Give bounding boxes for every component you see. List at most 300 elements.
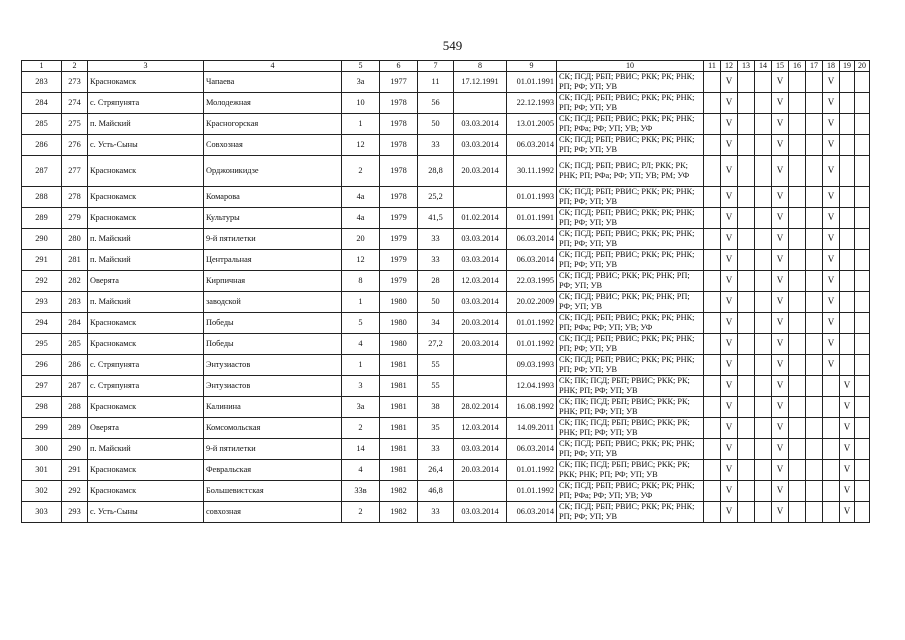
table-row <box>22 459 870 480</box>
mark-cell-col-20 <box>855 354 870 375</box>
settlement-cell: Краснокамск <box>88 207 204 228</box>
row-number-cell: 286 <box>22 134 62 155</box>
mark-cell-col-13 <box>738 291 755 312</box>
mark-cell-col-18: V <box>823 312 840 333</box>
sub-number-cell: 277 <box>62 155 88 186</box>
sub-number-cell: 284 <box>62 312 88 333</box>
mark-cell-col-18: V <box>823 249 840 270</box>
date1-cell: 20.03.2014 <box>454 155 507 186</box>
street-cell: 9-й пятилетки <box>204 438 342 459</box>
mark-cell-col-18: V <box>823 207 840 228</box>
row-number-cell: 290 <box>22 228 62 249</box>
date1-cell: 17.12.1991 <box>454 71 507 92</box>
house-cell: 10 <box>342 92 380 113</box>
row-number-cell: 287 <box>22 155 62 186</box>
table-row <box>22 113 870 134</box>
mark-cell-col-13 <box>738 354 755 375</box>
settlement-cell: п. Майский <box>88 113 204 134</box>
mark-cell-col-16 <box>789 71 806 92</box>
mark-cell-col-13 <box>738 92 755 113</box>
mark-cell-col-16 <box>789 438 806 459</box>
mark-cell-col-12: V <box>721 186 738 207</box>
settlement-cell: Краснокамск <box>88 186 204 207</box>
mark-cell-col-13 <box>738 459 755 480</box>
mark-cell-col-16 <box>789 417 806 438</box>
mark-cell-col-13 <box>738 480 755 501</box>
mark-cell-col-11 <box>704 291 721 312</box>
house-cell: 1 <box>342 113 380 134</box>
mark-cell-col-12: V <box>721 92 738 113</box>
mark-cell-col-17 <box>806 113 823 134</box>
codes-cell: СК; ПСД; РБП; РВИС; РКК; РК; РНК; РП; РФ; УП; УВ <box>557 501 704 522</box>
mark-cell-col-11 <box>704 207 721 228</box>
date2-cell: 06.03.2014 <box>507 249 557 270</box>
codes-cell: СК; ПСД; РБП; РВИС; РКК; РК; РНК; РП; РФ; УП; УВ <box>557 249 704 270</box>
column-header-1: 1 <box>22 61 62 72</box>
mark-cell-col-19: V <box>840 459 855 480</box>
row-number-cell: 289 <box>22 207 62 228</box>
house-cell: 33в <box>342 480 380 501</box>
percent-cell: 55 <box>418 375 454 396</box>
codes-cell: СК; ПК; ПСД; РБП; РВИС; РКК; РК; РНК; РП; РФ; УП; УВ <box>557 396 704 417</box>
mark-cell-col-16 <box>789 186 806 207</box>
mark-cell-col-15: V <box>772 438 789 459</box>
mark-cell-col-17 <box>806 155 823 186</box>
year-cell: 1981 <box>380 417 418 438</box>
house-cell: 14 <box>342 438 380 459</box>
mark-cell-col-17 <box>806 92 823 113</box>
house-cell: 2 <box>342 501 380 522</box>
date1-cell: 28.02.2014 <box>454 396 507 417</box>
codes-cell: СК; ПСД; РБП; РВИС; РКК; РК; РНК; РП; РФа; РФ; УП; УВ; УФ <box>557 480 704 501</box>
sub-number-cell: 282 <box>62 270 88 291</box>
mark-cell-col-20 <box>855 92 870 113</box>
mark-cell-col-16 <box>789 207 806 228</box>
table-row <box>22 71 870 92</box>
mark-cell-col-17 <box>806 501 823 522</box>
mark-cell-col-12: V <box>721 113 738 134</box>
mark-cell-col-15: V <box>772 270 789 291</box>
street-cell: заводской <box>204 291 342 312</box>
year-cell: 1979 <box>380 249 418 270</box>
row-number-cell: 303 <box>22 501 62 522</box>
mark-cell-col-20 <box>855 155 870 186</box>
mark-cell-col-14 <box>755 501 772 522</box>
mark-cell-col-12: V <box>721 417 738 438</box>
percent-cell: 11 <box>418 71 454 92</box>
date2-cell: 01.01.1993 <box>507 186 557 207</box>
column-header-18: 18 <box>823 61 840 72</box>
year-cell: 1980 <box>380 291 418 312</box>
mark-cell-col-12: V <box>721 134 738 155</box>
row-number-cell: 284 <box>22 92 62 113</box>
date2-cell: 06.03.2014 <box>507 501 557 522</box>
sub-number-cell: 293 <box>62 501 88 522</box>
date2-cell: 12.04.1993 <box>507 375 557 396</box>
date1-cell: 20.03.2014 <box>454 333 507 354</box>
year-cell: 1982 <box>380 480 418 501</box>
row-number-cell: 298 <box>22 396 62 417</box>
percent-cell: 46,8 <box>418 480 454 501</box>
mark-cell-col-14 <box>755 417 772 438</box>
date1-cell: 20.03.2014 <box>454 459 507 480</box>
percent-cell: 26,4 <box>418 459 454 480</box>
mark-cell-col-19: V <box>840 501 855 522</box>
house-cell: 4а <box>342 186 380 207</box>
mark-cell-col-14 <box>755 375 772 396</box>
date2-cell: 01.01.1992 <box>507 333 557 354</box>
street-cell: Центральная <box>204 249 342 270</box>
sub-number-cell: 287 <box>62 375 88 396</box>
settlement-cell: с. Стряпунята <box>88 92 204 113</box>
mark-cell-col-16 <box>789 113 806 134</box>
mark-cell-col-11 <box>704 228 721 249</box>
year-cell: 1981 <box>380 354 418 375</box>
table-row <box>22 312 870 333</box>
row-number-cell: 301 <box>22 459 62 480</box>
mark-cell-col-14 <box>755 312 772 333</box>
mark-cell-col-19 <box>840 270 855 291</box>
mark-cell-col-18: V <box>823 270 840 291</box>
date2-cell: 06.03.2014 <box>507 438 557 459</box>
mark-cell-col-15: V <box>772 354 789 375</box>
house-cell: 2 <box>342 155 380 186</box>
house-cell: 4 <box>342 333 380 354</box>
row-number-cell: 293 <box>22 291 62 312</box>
column-header-12: 12 <box>721 61 738 72</box>
street-cell: Энтузиастов <box>204 375 342 396</box>
table-header-row <box>22 61 870 72</box>
percent-cell: 50 <box>418 113 454 134</box>
mark-cell-col-17 <box>806 186 823 207</box>
mark-cell-col-12: V <box>721 270 738 291</box>
mark-cell-col-14 <box>755 92 772 113</box>
mark-cell-col-15: V <box>772 333 789 354</box>
mark-cell-col-15: V <box>772 92 789 113</box>
mark-cell-col-18 <box>823 501 840 522</box>
codes-cell: СК; ПСД; РБП; РВИС; РКК; РК; РНК; РП; РФ; УП; УВ <box>557 186 704 207</box>
settlement-cell: Краснокамск <box>88 71 204 92</box>
codes-cell: СК; ПСД; РБП; РВИС; РКК; РК; РНК; РП; РФа; РФ; УП; УВ; УФ <box>557 113 704 134</box>
house-cell: 20 <box>342 228 380 249</box>
street-cell: Большевистская <box>204 480 342 501</box>
mark-cell-col-11 <box>704 134 721 155</box>
street-cell: Молодежная <box>204 92 342 113</box>
date1-cell: 03.03.2014 <box>454 438 507 459</box>
mark-cell-col-18: V <box>823 113 840 134</box>
mark-cell-col-17 <box>806 438 823 459</box>
mark-cell-col-20 <box>855 417 870 438</box>
street-cell: Калинина <box>204 396 342 417</box>
mark-cell-col-16 <box>789 291 806 312</box>
register-table <box>21 60 870 523</box>
table-row <box>22 249 870 270</box>
mark-cell-col-16 <box>789 312 806 333</box>
mark-cell-col-18 <box>823 459 840 480</box>
mark-cell-col-18: V <box>823 71 840 92</box>
column-header-16: 16 <box>789 61 806 72</box>
street-cell: Красногорская <box>204 113 342 134</box>
date2-cell: 01.01.1992 <box>507 312 557 333</box>
mark-cell-col-16 <box>789 459 806 480</box>
date1-cell: 03.03.2014 <box>454 113 507 134</box>
sub-number-cell: 281 <box>62 249 88 270</box>
street-cell: 9-й пятилетки <box>204 228 342 249</box>
street-cell: Орджоникидзе <box>204 155 342 186</box>
mark-cell-col-16 <box>789 396 806 417</box>
row-number-cell: 283 <box>22 71 62 92</box>
mark-cell-col-12: V <box>721 333 738 354</box>
mark-cell-col-12: V <box>721 375 738 396</box>
sub-number-cell: 283 <box>62 291 88 312</box>
mark-cell-col-17 <box>806 480 823 501</box>
mark-cell-col-14 <box>755 459 772 480</box>
mark-cell-col-17 <box>806 270 823 291</box>
street-cell: Победы <box>204 333 342 354</box>
date2-cell: 22.12.1993 <box>507 92 557 113</box>
mark-cell-col-17 <box>806 459 823 480</box>
sub-number-cell: 278 <box>62 186 88 207</box>
row-number-cell: 288 <box>22 186 62 207</box>
mark-cell-col-18: V <box>823 291 840 312</box>
mark-cell-col-19: V <box>840 438 855 459</box>
house-cell: 4а <box>342 207 380 228</box>
codes-cell: СК; ПК; ПСД; РБП; РВИС; РКК; РК; РКК; РНК; РП; РФ; УП; УВ <box>557 459 704 480</box>
percent-cell: 41,5 <box>418 207 454 228</box>
mark-cell-col-19 <box>840 134 855 155</box>
mark-cell-col-16 <box>789 333 806 354</box>
year-cell: 1981 <box>380 375 418 396</box>
house-cell: 1 <box>342 291 380 312</box>
mark-cell-col-14 <box>755 207 772 228</box>
date1-cell: 03.03.2014 <box>454 134 507 155</box>
table-row <box>22 228 870 249</box>
mark-cell-col-19 <box>840 155 855 186</box>
year-cell: 1980 <box>380 312 418 333</box>
table-row <box>22 396 870 417</box>
mark-cell-col-20 <box>855 249 870 270</box>
year-cell: 1979 <box>380 207 418 228</box>
settlement-cell: с. Усть-Сыны <box>88 501 204 522</box>
mark-cell-col-15: V <box>772 501 789 522</box>
column-header-19: 19 <box>840 61 855 72</box>
mark-cell-col-13 <box>738 113 755 134</box>
house-cell: 3а <box>342 71 380 92</box>
mark-cell-col-13 <box>738 186 755 207</box>
year-cell: 1979 <box>380 270 418 291</box>
mark-cell-col-19: V <box>840 375 855 396</box>
settlement-cell: п. Майский <box>88 438 204 459</box>
date1-cell <box>454 354 507 375</box>
year-cell: 1978 <box>380 92 418 113</box>
year-cell: 1978 <box>380 155 418 186</box>
percent-cell: 33 <box>418 249 454 270</box>
column-header-2: 2 <box>62 61 88 72</box>
mark-cell-col-15: V <box>772 375 789 396</box>
mark-cell-col-16 <box>789 270 806 291</box>
street-cell: Комарова <box>204 186 342 207</box>
mark-cell-col-15: V <box>772 228 789 249</box>
percent-cell: 34 <box>418 312 454 333</box>
mark-cell-col-13 <box>738 134 755 155</box>
mark-cell-col-18 <box>823 438 840 459</box>
mark-cell-col-20 <box>855 228 870 249</box>
mark-cell-col-13 <box>738 207 755 228</box>
table-row <box>22 480 870 501</box>
mark-cell-col-20 <box>855 134 870 155</box>
sub-number-cell: 289 <box>62 417 88 438</box>
settlement-cell: Оверята <box>88 417 204 438</box>
mark-cell-col-12: V <box>721 291 738 312</box>
mark-cell-col-14 <box>755 396 772 417</box>
house-cell: 4 <box>342 459 380 480</box>
table-body <box>22 71 870 522</box>
mark-cell-col-16 <box>789 249 806 270</box>
column-header-4: 4 <box>204 61 342 72</box>
mark-cell-col-11 <box>704 270 721 291</box>
table-row <box>22 438 870 459</box>
mark-cell-col-15: V <box>772 312 789 333</box>
mark-cell-col-19 <box>840 207 855 228</box>
settlement-cell: Краснокамск <box>88 333 204 354</box>
date1-cell <box>454 480 507 501</box>
mark-cell-col-13 <box>738 312 755 333</box>
column-header-5: 5 <box>342 61 380 72</box>
sub-number-cell: 280 <box>62 228 88 249</box>
mark-cell-col-13 <box>738 333 755 354</box>
street-cell: Энтузиастов <box>204 354 342 375</box>
mark-cell-col-14 <box>755 249 772 270</box>
sub-number-cell: 285 <box>62 333 88 354</box>
house-cell: 5 <box>342 312 380 333</box>
mark-cell-col-16 <box>789 480 806 501</box>
mark-cell-col-20 <box>855 459 870 480</box>
mark-cell-col-12: V <box>721 207 738 228</box>
row-number-cell: 302 <box>22 480 62 501</box>
mark-cell-col-19: V <box>840 396 855 417</box>
year-cell: 1980 <box>380 333 418 354</box>
street-cell: Культуры <box>204 207 342 228</box>
mark-cell-col-14 <box>755 354 772 375</box>
codes-cell: СК; ПСД; РБП; РВИС; РКК; РК; РНК; РП; РФ; УП; УВ <box>557 92 704 113</box>
column-header-3: 3 <box>88 61 204 72</box>
row-number-cell: 299 <box>22 417 62 438</box>
settlement-cell: Краснокамск <box>88 459 204 480</box>
date2-cell: 01.01.1991 <box>507 207 557 228</box>
mark-cell-col-17 <box>806 354 823 375</box>
mark-cell-col-15: V <box>772 249 789 270</box>
mark-cell-col-12: V <box>721 396 738 417</box>
mark-cell-col-12: V <box>721 501 738 522</box>
column-header-6: 6 <box>380 61 418 72</box>
date1-cell: 12.03.2014 <box>454 270 507 291</box>
page-number: 549 <box>442 38 463 53</box>
codes-cell: СК; ПСД; РБП; РВИС; РКК; РК; РНК; РП; РФ; УП; УВ <box>557 134 704 155</box>
mark-cell-col-16 <box>789 375 806 396</box>
percent-cell: 33 <box>418 501 454 522</box>
date2-cell: 01.01.1992 <box>507 459 557 480</box>
mark-cell-col-17 <box>806 396 823 417</box>
mark-cell-col-18: V <box>823 228 840 249</box>
mark-cell-col-11 <box>704 312 721 333</box>
mark-cell-col-12: V <box>721 480 738 501</box>
column-header-11: 11 <box>704 61 721 72</box>
sub-number-cell: 276 <box>62 134 88 155</box>
mark-cell-col-13 <box>738 270 755 291</box>
mark-cell-col-16 <box>789 92 806 113</box>
settlement-cell: с. Усть-Сыны <box>88 134 204 155</box>
percent-cell: 35 <box>418 417 454 438</box>
mark-cell-col-16 <box>789 354 806 375</box>
year-cell: 1981 <box>380 396 418 417</box>
column-header-8: 8 <box>454 61 507 72</box>
mark-cell-col-13 <box>738 501 755 522</box>
mark-cell-col-17 <box>806 207 823 228</box>
mark-cell-col-16 <box>789 228 806 249</box>
mark-cell-col-19 <box>840 249 855 270</box>
mark-cell-col-18 <box>823 375 840 396</box>
house-cell: 1 <box>342 354 380 375</box>
house-cell: 8 <box>342 270 380 291</box>
row-number-cell: 285 <box>22 113 62 134</box>
date1-cell <box>454 186 507 207</box>
codes-cell: СК; ПСД; РБП; РВИС; РКК; РК; РНК; РП; РФ; УП; УВ <box>557 438 704 459</box>
mark-cell-col-14 <box>755 291 772 312</box>
mark-cell-col-12: V <box>721 155 738 186</box>
mark-cell-col-11 <box>704 501 721 522</box>
mark-cell-col-15: V <box>772 396 789 417</box>
codes-cell: СК; ПСД; РБП; РВИС; РКК; РК; РНК; РП; РФа; РФ; УП; УВ; УФ <box>557 312 704 333</box>
mark-cell-col-15: V <box>772 207 789 228</box>
date2-cell: 20.02.2009 <box>507 291 557 312</box>
mark-cell-col-17 <box>806 375 823 396</box>
mark-cell-col-20 <box>855 270 870 291</box>
table-row <box>22 270 870 291</box>
mark-cell-col-17 <box>806 333 823 354</box>
mark-cell-col-19 <box>840 71 855 92</box>
mark-cell-col-19 <box>840 186 855 207</box>
date2-cell: 01.01.1991 <box>507 71 557 92</box>
mark-cell-col-17 <box>806 134 823 155</box>
column-header-10: 10 <box>557 61 704 72</box>
date2-cell: 22.03.1995 <box>507 270 557 291</box>
table-row <box>22 354 870 375</box>
sub-number-cell: 291 <box>62 459 88 480</box>
codes-cell: СК; ПСД; РВИС; РКК; РК; РНК; РП; РФ; УП; УВ <box>557 270 704 291</box>
house-cell: 12 <box>342 134 380 155</box>
sub-number-cell: 288 <box>62 396 88 417</box>
year-cell: 1978 <box>380 186 418 207</box>
mark-cell-col-17 <box>806 291 823 312</box>
mark-cell-col-11 <box>704 249 721 270</box>
codes-cell: СК; ПК; ПСД; РБП; РВИС; РКК; РК; РНК; РП; РФ; УП; УВ <box>557 375 704 396</box>
mark-cell-col-13 <box>738 375 755 396</box>
mark-cell-col-18: V <box>823 354 840 375</box>
mark-cell-col-13 <box>738 417 755 438</box>
mark-cell-col-14 <box>755 333 772 354</box>
date1-cell: 03.03.2014 <box>454 228 507 249</box>
mark-cell-col-11 <box>704 438 721 459</box>
year-cell: 1982 <box>380 501 418 522</box>
house-cell: 12 <box>342 249 380 270</box>
mark-cell-col-17 <box>806 249 823 270</box>
row-number-cell: 296 <box>22 354 62 375</box>
year-cell: 1979 <box>380 228 418 249</box>
mark-cell-col-16 <box>789 134 806 155</box>
year-cell: 1978 <box>380 113 418 134</box>
street-cell: Февральская <box>204 459 342 480</box>
table-row <box>22 501 870 522</box>
